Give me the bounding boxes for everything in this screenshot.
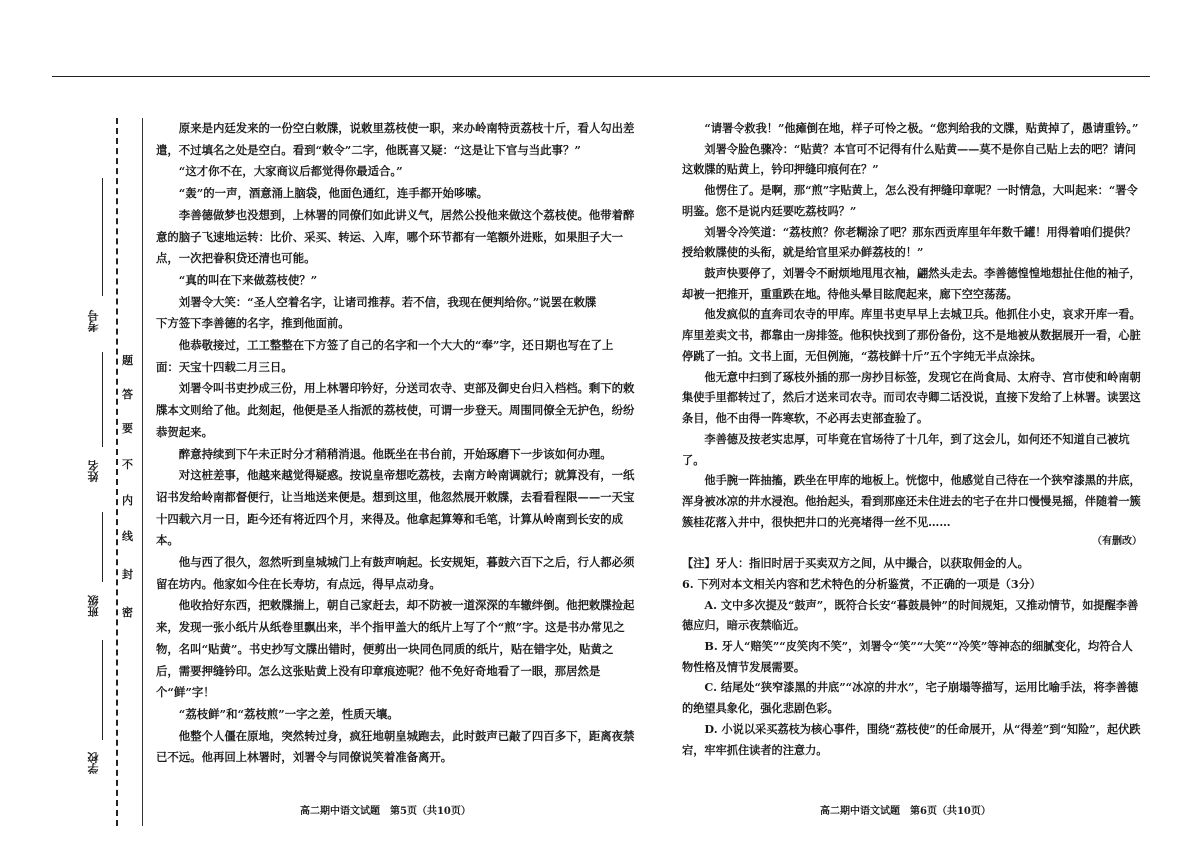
- paragraph: “这才你不在，大家商议后都觉得你最适合。”: [178, 164, 403, 179]
- annotation-note: 【注】牙人：指旧时居于买卖双方之间，从中撮合，以获取佣金的人。: [682, 556, 1029, 571]
- paragraph: 鼓声快要停了，刘署令不耐烦地甩甩衣袖，翩然头走去。李善德惶惶地想扯住他的袖子，却被一把推开，重重跌在地。待他头晕目眩爬起来，廊下空空荡荡。: [682, 266, 1141, 301]
- seal-char: 不: [122, 458, 133, 471]
- binding-dashed-line: [116, 118, 118, 826]
- paragraph: “真的叫在下来做荔枝使？”: [178, 272, 318, 287]
- binding-line: [142, 118, 143, 826]
- paragraph: 刘署令叫书吏抄成三份，用上林署印钤好，分送司农寺、吏部及御史台归入档档。剩下的敕牒本文则给了他。此刻起，他便是圣人指派的荔枝使，可谓一步登天。周围同僚全无护色，纷纷恭贺起来。: [156, 381, 635, 439]
- paragraph: 他无意中扫到了琢枝外插的那一房抄目标签，发现它在尚食局、太府寺、宫市使和岭南朝集使手里都转过了，然后才送来司农寺。而司农寺卿二话没说，直接下发给了上林署。读罢这条目，他不由得一阵寒软，不必再去吏部查验了。: [682, 369, 1141, 426]
- seal-char: 线: [122, 530, 133, 543]
- paragraph: 刘署令脸色骤冷：“贴黄？本官可不记得有什么贴黄——莫不是你自己贴上去的吧？请问这敕牒的贴黄上，钤印押缝印痕何在？”: [682, 141, 1136, 177]
- paragraph: 他整个人僵在原地，突然转过身，疯狂地朝皇城跑去，此时鼓声已敲了四百多下，距离夜禁已不远。他再回上林署时，刘署令与同僚说笑着准备离开。: [156, 728, 635, 765]
- paragraph: 醉意持续到下午未正时分才稍稍消退。他既坐在书台前，开始琢磨下一步该如何办理。: [178, 446, 612, 461]
- school-line: [102, 640, 103, 740]
- paragraph: 李善德及按老实忠厚，可毕竟在官场待了十几年，到了这会儿，如何还不知道自己被坑了。: [682, 431, 1130, 467]
- class-line: [102, 512, 103, 582]
- seal-char: 题: [122, 354, 133, 367]
- exam-number-label: 考号: [87, 310, 100, 332]
- paragraph: 他恭敬接过，工工整整在下方签了自己的名字和一个大大的“奉”字，还日期也写在了上面：天宝十四载二月三日。: [156, 338, 614, 374]
- paragraph: 下方签下李善德的名字，推到他面前。: [156, 316, 350, 331]
- paragraph: 他收拾好东西，把敕牒揣上，朝自己家赶去，却不防被一道深深的车辙绊倒。他把敕牒捡起来，发现一张小纸片从纸卷里飘出来，半个指甲盖大的纸片上写了个“煎”字。这是书办常见之物，名叫“贴黄”。书史抄写文牒出错时，便剪出一块同色同质的纸片，贴在错字处，贴黄之后，需要押缝钤印。怎么这张贴黄上没有印章痕迹呢？他不免好奇地看了一眼，那居然是个“鲜”字！: [156, 598, 635, 700]
- seal-char: 密: [122, 606, 133, 619]
- paragraph: 他发疯似的直奔司农寺的甲库。库里书吏早早上去城卫兵。他抓住小史，哀求开库一看。库里差卖文书，都靠由一房排签。他积快找到了那份备份，这不是地被从数据展开一看，心脏停跳了一拍。文书上面，无但例施，“荔枝鲜十斤”五个字纯无半点涂抹。: [682, 307, 1141, 363]
- class-label: 班级: [87, 595, 100, 617]
- option-b: B. 牙人“赔笑”“皮笑肉不笑”，刘署令“笑”“大笑”“冷笑”等神态的细腻变化，均符合人物性格及情节发展需要。: [682, 638, 1133, 674]
- option-c: C. 结尾处“狭窄漆黑的井底”“冰凉的井水”，宅子崩塌等描写，运用比喻手法，将李善德的绝望具象化，强化悲剧色彩。: [682, 680, 1139, 716]
- seal-char: 内: [122, 494, 133, 507]
- name-line: [102, 352, 103, 447]
- option-d: D. 小说以采买荔枝为核心事件，围绕“荔枝使”的任命展开，从“得差”到“知险”，起伏跌宕，牢牢抓住读者的注意力。: [682, 721, 1141, 757]
- exam-number-line: [102, 178, 103, 296]
- paragraph: 原来是内廷发来的一份空白敕牒，说敕里荔枝使一职，来办岭南特贡荔枝十斤，看人勾出差遣，不过填名之处是空白。看到“敕令”二字，他既喜又疑：“这是让下官与当此事？”: [156, 121, 635, 157]
- question-stem: 6. 下列对本文相关内容和艺术特色的分析鉴赏，不正确的一项是（3分）: [682, 576, 1041, 591]
- paragraph: 刘署令大笑：“圣人空着名字，让诸司推荐。若不信，我现在便判给你。”说罢在敕牒: [178, 294, 597, 309]
- left-page-text: [156, 118, 636, 769]
- paragraph: 他愣住了。是啊，那“煎”字贴黄上，怎么没有押缝印章呢？一时情急，大叫起来：“署令明鉴。您不是说内廷要吃荔枝吗？”: [682, 183, 1138, 218]
- seal-char: 答: [122, 388, 133, 401]
- right-page-text: [682, 118, 1142, 532]
- right-page: [682, 118, 1142, 760]
- seal-char: 封: [122, 568, 133, 581]
- source-note: （有删改）: [1092, 536, 1142, 548]
- seal-char: 要: [122, 422, 133, 435]
- paragraph: “轰”的一声，酒意涌上脑袋，他面色通红，连手都开始哆嗦。: [178, 186, 489, 201]
- paragraph: “荔枝鲜”和“荔枝煎”一字之差，性质天壤。: [178, 706, 399, 721]
- footer-right: 高二期中语文试题 第6页（共10页）: [820, 806, 991, 817]
- paragraph: 他与西了很久，忽然听到皇城城门上有鼓声响起。长安规矩，暮鼓六百下之后，行人都必须留在坊内。他家如今住在长寿坊，有点远，得早点动身。: [156, 555, 635, 591]
- paragraph: “请署令救我！”他瘫倒在地，样子可怜之极。“您判给我的文牒，贴黄掉了，愚请重钤。”: [704, 121, 1139, 135]
- school-label: 学校: [87, 752, 100, 774]
- footer-left: 高二期中语文试题 第5页（共10页）: [300, 806, 471, 817]
- paragraph: 对这桩差事，他越来越觉得疑惑。按说皇帝想吃荔枝，去南方岭南调就行；就算没有，一纸诏书发给岭南都督便行，让当地送来便是。想到这里，他忽然展开敕牒，去看看程限——一天宝十四载六月一日，距今还有将近四个月，来得及。他拿起算筹和毛笔，计算从岭南到长安的成本。: [156, 468, 635, 548]
- top-rule: [52, 76, 1150, 77]
- name-label: 姓名: [87, 460, 100, 482]
- paragraph: 李善德做梦也没想到，上林署的同僚们如此讲义气，居然公投他来做这个荔枝使。他带着醉意的脑子飞速地运转：比价、采买、转运、入库，哪个环节都有一笔额外进账，如果胆子大一点，一次把眷积贷还清也可能。: [156, 207, 635, 266]
- option-a: A. 文中多次提及“鼓声”，既符合长安“暮鼓晨钟”的时间规矩，又推动情节，如提醒李善德应归，暗示夜禁临近。: [682, 597, 1139, 633]
- paragraph: 他手腕一阵抽搐，跌坐在甲库的地板上。恍惚中，他感觉自己待在一个狭窄漆黑的井底，浑身被冰凉的井水浸泡。他抬起头，看到那座还未住进去的宅子在井口慢慢晃摇，伴随着一簇簇桂花落入井中，很快把井口的光亮堵得一丝不见……: [682, 473, 1141, 529]
- paragraph: 刘署令冷笑道：“荔枝煎？你老糊涂了吧？那东西贡库里年年数千罐！用得着咱们提供？授给敕牒使的头衔，就是给官里采办鲜荔枝的！”: [682, 224, 1136, 260]
